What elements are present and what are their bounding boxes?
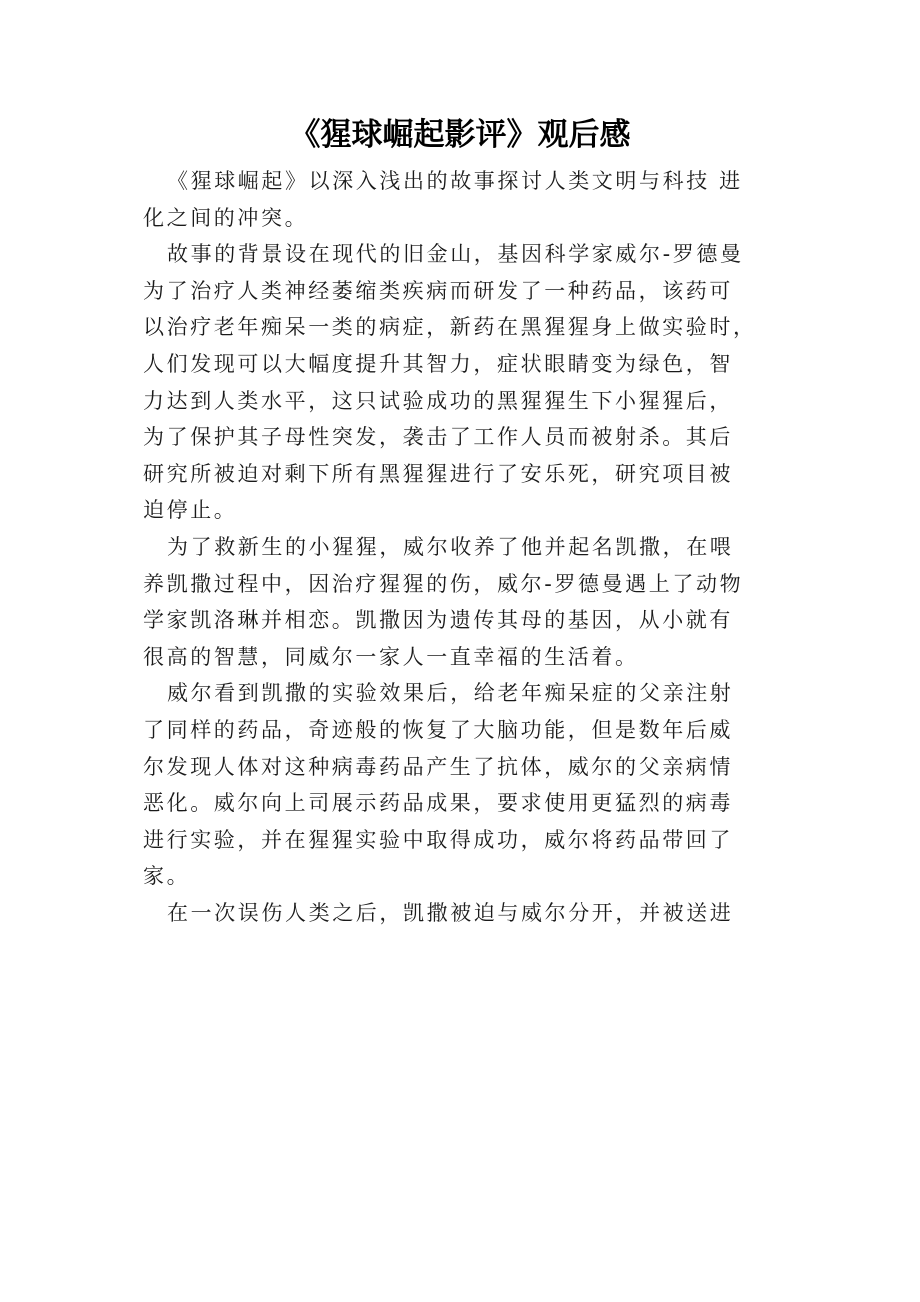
paragraph-5 bbox=[143, 895, 783, 932]
paragraph-1 bbox=[143, 163, 783, 236]
paragraph-line: 为了保护其子母性突发，袭击了工作人员而被射杀。其后 bbox=[143, 425, 733, 450]
paragraph-line: 养凯撒过程中，因治疗猩猩的伤，威尔-罗德曼遇上了动物 bbox=[143, 571, 744, 596]
paragraph-line: 恶化。威尔向上司展示药品成果，要求使用更猛烈的病毒 bbox=[143, 791, 733, 816]
paragraph-line: 很高的智慧，同威尔一家人一直幸福的生活着。 bbox=[143, 644, 639, 669]
paragraph-line: 迫停止。 bbox=[143, 498, 238, 523]
paragraph-line: 人们发现可以大幅度提升其智力，症状眼睛变为绿色，智 bbox=[143, 351, 733, 376]
paragraph-line: 进行实验，并在猩猩实验中取得成功，威尔将药品带回了 bbox=[143, 827, 733, 852]
paragraph-line: 故事的背景设在现代的旧金山，基因科学家威尔-罗德曼 bbox=[167, 242, 744, 267]
paragraph-line: 化之间的冲突。 bbox=[143, 205, 309, 230]
paragraph-line: 了同样的药品，奇迹般的恢复了大脑功能，但是数年后威 bbox=[143, 717, 733, 742]
paragraph-line: 研究所被迫对剩下所有黑猩猩进行了安乐死，研究项目被 bbox=[143, 461, 733, 486]
document-title: 《猩球崛起影评》观后感 bbox=[289, 117, 631, 153]
paragraph-line: 《猩球崛起》以深入浅出的故事探讨人类文明与科技 进 bbox=[167, 169, 743, 193]
paragraph-line: 力达到人类水平，这只试验成功的黑猩猩生下小猩猩后， bbox=[143, 388, 733, 413]
paragraph-line: 威尔看到凯撒的实验效果后，给老年痴呆症的父亲注射 bbox=[167, 681, 734, 706]
paragraph-line: 为了治疗人类神经萎缩类疾病而研发了一种药品，该药可 bbox=[143, 278, 733, 303]
paragraph-line: 为了救新生的小猩猩，威尔收养了他并起名凯撒，在喂 bbox=[167, 534, 734, 559]
document-body bbox=[143, 163, 783, 931]
paragraph-line: 家。 bbox=[143, 864, 191, 889]
paragraph-line: 尔发现人体对这种病毒药品产生了抗体，威尔的父亲病情 bbox=[143, 754, 733, 779]
paragraph-line: 以治疗老年痴呆一类的病症，新药在黑猩猩身上做实验时， bbox=[143, 315, 757, 340]
paragraph-4 bbox=[143, 675, 783, 895]
paragraph-line: 学家凯洛琳并相恋。凯撒因为遗传其母的基因，从小就有 bbox=[143, 608, 733, 633]
paragraph-line: 在一次误伤人类之后，凯撒被迫与威尔分开，并被送进 bbox=[167, 900, 734, 925]
paragraph-2 bbox=[143, 236, 783, 529]
paragraph-3 bbox=[143, 529, 783, 675]
